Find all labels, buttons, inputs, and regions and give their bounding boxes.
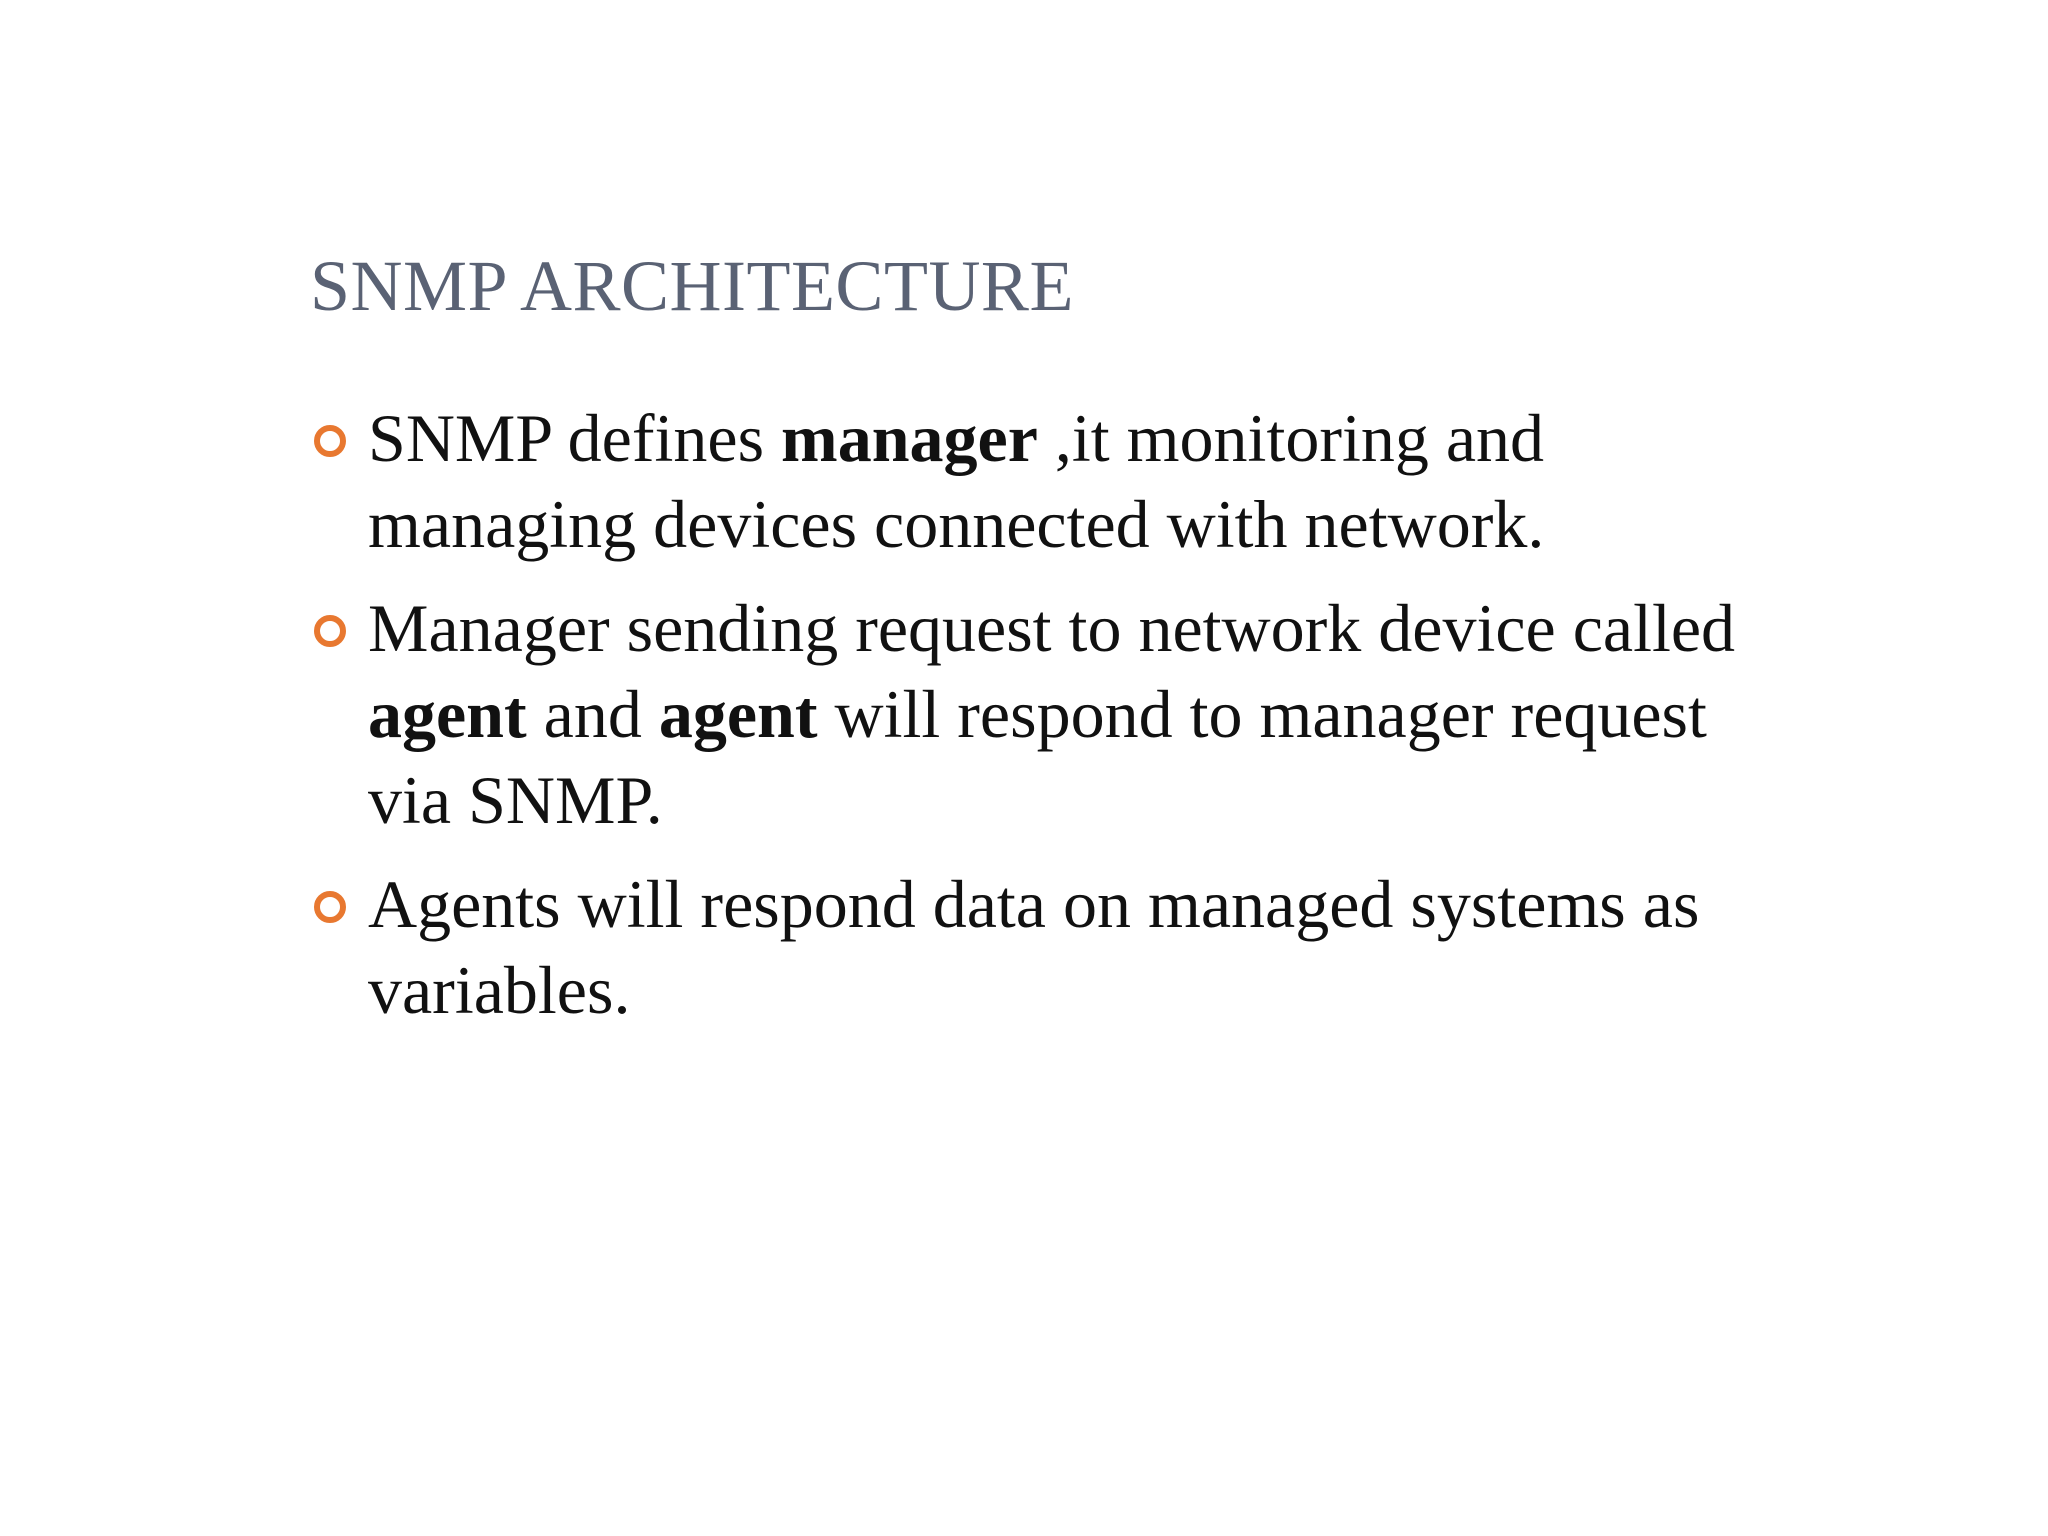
bullet-list (310, 395, 1750, 1051)
bullet-item (310, 861, 1750, 1033)
bullet-text (368, 590, 1735, 838)
bullet-item (310, 585, 1750, 843)
text-segment: Manager sending request to network device called (368, 590, 1736, 666)
text-segment: will respond to manager request via SNMP. (368, 676, 1707, 838)
hollow-circle-icon (314, 615, 346, 647)
hollow-circle-icon (314, 425, 346, 457)
hollow-circle-icon (314, 891, 346, 923)
bullet-text (368, 866, 1699, 1028)
bullet-item (310, 395, 1750, 567)
text-segment: ,it monitoring and managing devices connected with network. (368, 400, 1545, 562)
text-segment: and (526, 676, 659, 752)
text-segment: SNMP defines (368, 400, 782, 476)
keyword-manager: manager (781, 400, 1038, 476)
text-segment: Agents will respond data on managed systems as variables. (368, 866, 1700, 1028)
bullet-text (368, 400, 1544, 562)
slide-title: SNMP ARCHITECTURE (310, 246, 1074, 326)
keyword-agent: agent (368, 676, 527, 752)
keyword-agent: agent (658, 676, 818, 752)
